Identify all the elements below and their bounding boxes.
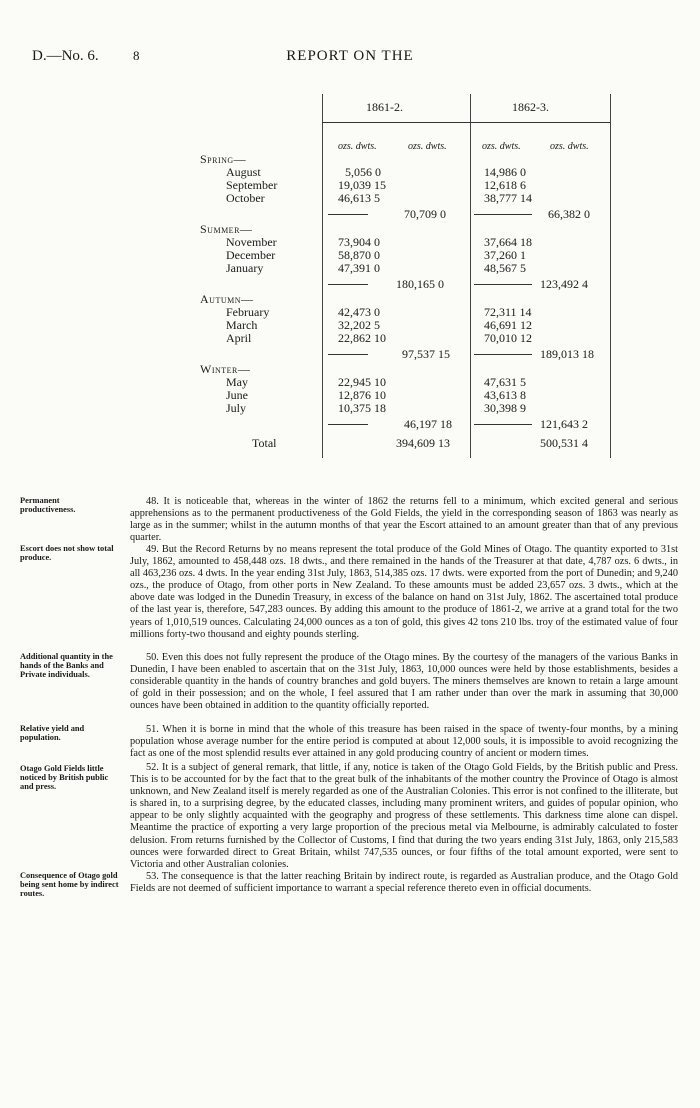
season-label: Autumn— [200, 292, 254, 306]
value-1862: 48,567 5 [484, 261, 526, 275]
total-1862: 500,531 4 [540, 436, 588, 450]
page-header [0, 48, 700, 68]
month-label: July [226, 401, 247, 415]
table-row [0, 165, 700, 178]
column-header: ozs. dwts. [408, 141, 447, 152]
value-1861: 73,904 0 [338, 235, 380, 249]
total-label: Total [252, 436, 277, 450]
year-header: 1861-2. [366, 100, 403, 114]
value-1862: 14,986 0 [484, 165, 526, 179]
value-1861: 19,039 15 [338, 178, 386, 192]
paragraph-51: 51. When it is borne in mind that the whole of this treasure has been raised in the space of twenty-four months, by a mining population whose average number for the entire period is computed at about 12,000 souls, it is impossible to avoid recognizing the fact as one of the most splendid results ever attained in any gold producing country of ancient or modern times. [130, 724, 678, 760]
value-1861: 58,870 0 [338, 248, 380, 262]
subtotal-1862: 123,492 4 [540, 277, 588, 291]
value-1862: 12,618 6 [484, 178, 526, 192]
column-header: ozs. dwts. [550, 141, 589, 152]
table-row [0, 331, 700, 344]
month-label: December [226, 248, 276, 262]
value-1862: 72,311 14 [484, 305, 532, 319]
table-row [0, 261, 700, 274]
table-row [0, 178, 700, 191]
season-row [0, 152, 700, 165]
subtotal-row [0, 207, 700, 220]
subtotal-1862: 189,013 18 [540, 347, 594, 361]
value-1862: 38,777 14 [484, 191, 532, 205]
sidenote: Escort does not show total produce. [20, 544, 114, 562]
year-header: 1862-3. [512, 100, 549, 114]
subtotal-row [0, 277, 700, 290]
month-label: November [226, 235, 277, 249]
paragraph-48: 48. It is noticeable that, whereas in the winter of 1862 the returns fell to a minimum, which excited general and serious apprehensions as to the permanent productiveness of the Gold Fields, the yield in the corresponding season of 1863 was nearly as large as in the summer; whilst in the autumn months of that year the Escort attained to an amount greater than that of any previous quarter. [130, 496, 678, 544]
month-label: June [226, 388, 248, 402]
month-label: May [226, 375, 248, 389]
table-rule [328, 354, 368, 355]
value-1861: 22,945 10 [338, 375, 386, 389]
month-label: April [226, 331, 252, 345]
value-1861: 12,876 10 [338, 388, 386, 402]
table-row [0, 318, 700, 331]
sidenote: Permanent productiveness. [20, 496, 76, 514]
paragraph-53: 53. The consequence is that the latter reaching Britain by indirect route, is regarded as Australian produce, and the Otago Gold Fields are not deemed of sufficient importance to warrant a special reference thereto even in official documents. [130, 871, 678, 895]
table-row [0, 388, 700, 401]
page-number: 8 [133, 48, 140, 63]
column-header: ozs. dwts. [482, 141, 521, 152]
month-label: October [226, 191, 265, 205]
table-row [0, 248, 700, 261]
subtotal-1861: 180,165 0 [396, 277, 444, 291]
page-title: REPORT ON THE [286, 48, 414, 64]
season-label: Spring— [200, 152, 247, 166]
value-1861: 46,613 5 [338, 191, 380, 205]
season-label: Summer— [200, 222, 253, 236]
paragraph-50: 50. Even this does not fully represent the produce of the Otago mines. By the courtesy of the managers of the various Banks in Dunedin, I have been enabled to ascertain that on the 31st July, 1863, 10,000 ounces were held by those establishments, besides a considerable quantity in the hands of country branches and gold buyers. The miners themselves are known to retain a large amount of gold in their possession; and on the whole, I feel assured that I am rather under than over the mark in assuming that 30,000 ounces have been obtained in addition to the quantity officially reported. [130, 652, 678, 712]
subtotal-1861: 97,537 15 [402, 347, 450, 361]
sidenote: Additional quantity in the hands of the Banks and Private individuals. [20, 652, 113, 679]
sidenote: Relative yield and population. [20, 724, 85, 742]
paragraph-52: 52. It is a subject of general remark, that little, if any, notice is taken of the Otago Gold Fields, by the British public and Press. This is to be accounted for by the fact that to the great bulk of the inhabitants of the mother country the Province of Otago is almost unknown, and New Zealand itself is merely regarded as one of the Australian Colonies. This error is not confined to the illiterate, but is shared in, to a surprising degree, by the educated classes, including many prominent writers, and guides of popular opinion, who appear to be only slightly acquainted with the geography and progress of these settlements. This darkness time alone can dispel. Meantime the practice of exporting a very large proportion of the precious metal via Melbourne, is admirably calculated to foster delusion. From returns furnished by the Collector of Customs, I find that during the two years ending 31st July, 1863, only 215,583 ounces were forwarded direct to Great Britain, whilst 747,535 ounces, or four fifths of the total amount exported, were sent to Victoria and other Australian colonies. [130, 762, 678, 870]
total-1861: 394,609 13 [396, 436, 450, 450]
table-rule [328, 284, 368, 285]
table-row [0, 235, 700, 248]
column-header: ozs. dwts. [338, 141, 377, 152]
subtotal-1862: 66,382 0 [548, 207, 590, 221]
month-label: January [226, 261, 264, 275]
table-row [0, 401, 700, 414]
sidenote: Otago Gold Fields little noticed by British public and press. [20, 764, 109, 791]
table-rule [328, 214, 368, 215]
table-row [0, 305, 700, 318]
value-1862: 30,398 9 [484, 401, 526, 415]
value-1861: 22,862 10 [338, 331, 386, 345]
subtotal-1861: 46,197 18 [404, 417, 452, 431]
season-row [0, 222, 700, 235]
value-1861: 5,056 0 [345, 165, 381, 179]
value-1861: 32,202 5 [338, 318, 380, 332]
table-rule [328, 424, 368, 425]
table-row [0, 375, 700, 388]
month-label: August [226, 165, 261, 179]
table-rule [474, 284, 532, 285]
value-1862: 47,631 5 [484, 375, 526, 389]
subtotal-1862: 121,643 2 [540, 417, 588, 431]
value-1862: 37,664 18 [484, 235, 532, 249]
table-rule [474, 354, 532, 355]
value-1862: 70,010 12 [484, 331, 532, 345]
subtotal-1861: 70,709 0 [404, 207, 446, 221]
table-rule [474, 214, 532, 215]
season-row [0, 362, 700, 375]
season-row [0, 292, 700, 305]
document-number: D.—No. 6. [32, 48, 99, 64]
month-label: February [226, 305, 270, 319]
sidenote: Consequence of Otago gold being sent home by indirect routes. [20, 871, 119, 898]
value-1862: 37,260 1 [484, 248, 526, 262]
value-1861: 42,473 0 [338, 305, 380, 319]
table-row [0, 191, 700, 204]
season-label: Winter— [200, 362, 251, 376]
table-rule [322, 122, 610, 123]
table-rule [474, 424, 532, 425]
total-row [0, 436, 700, 449]
subtotal-row [0, 347, 700, 360]
value-1861: 47,391 0 [338, 261, 380, 275]
gold-returns-table [0, 94, 700, 460]
paragraph-49: 49. But the Record Returns by no means represent the total produce of the Gold Mines of Otago. The quantity exported to 31st July, 1862, amounted to 458,448 ozs. 18 dwts., and there remained in the hands of the Treasurer at that date, 4,787 ozs. 6 dwts., in all 463,236 ozs. 4 dwts. In the year ending 31st July, 1863, 514,385 ozs. 17 dwts. were exported from the port of Dunedin; and 9,240 ozs., the produce of Otago, from other ports in New Zealand. To these amounts must be added 23,657 ozs. 3 dwts., which at the above date was lodged in the Dunedin Treasury, in excess of the balance on hand on 31st July, 1862. The ascertained total produce of the last year is, therefore, 547,283 ounces. By adding this amount to the produce of 1861-2, we arrive at a grand total for the two years of 1,010,519 ounces. Calculating 24,000 ounces as a ton of gold, this gives 42 tons 210 lbs. troy of the estimated value of four millions forty-two thousand and eighty pounds sterling. [130, 544, 678, 640]
value-1862: 43,613 8 [484, 388, 526, 402]
value-1861: 10,375 18 [338, 401, 386, 415]
subtotal-row [0, 417, 700, 430]
value-1862: 46,691 12 [484, 318, 532, 332]
month-label: September [226, 178, 278, 192]
month-label: March [226, 318, 258, 332]
